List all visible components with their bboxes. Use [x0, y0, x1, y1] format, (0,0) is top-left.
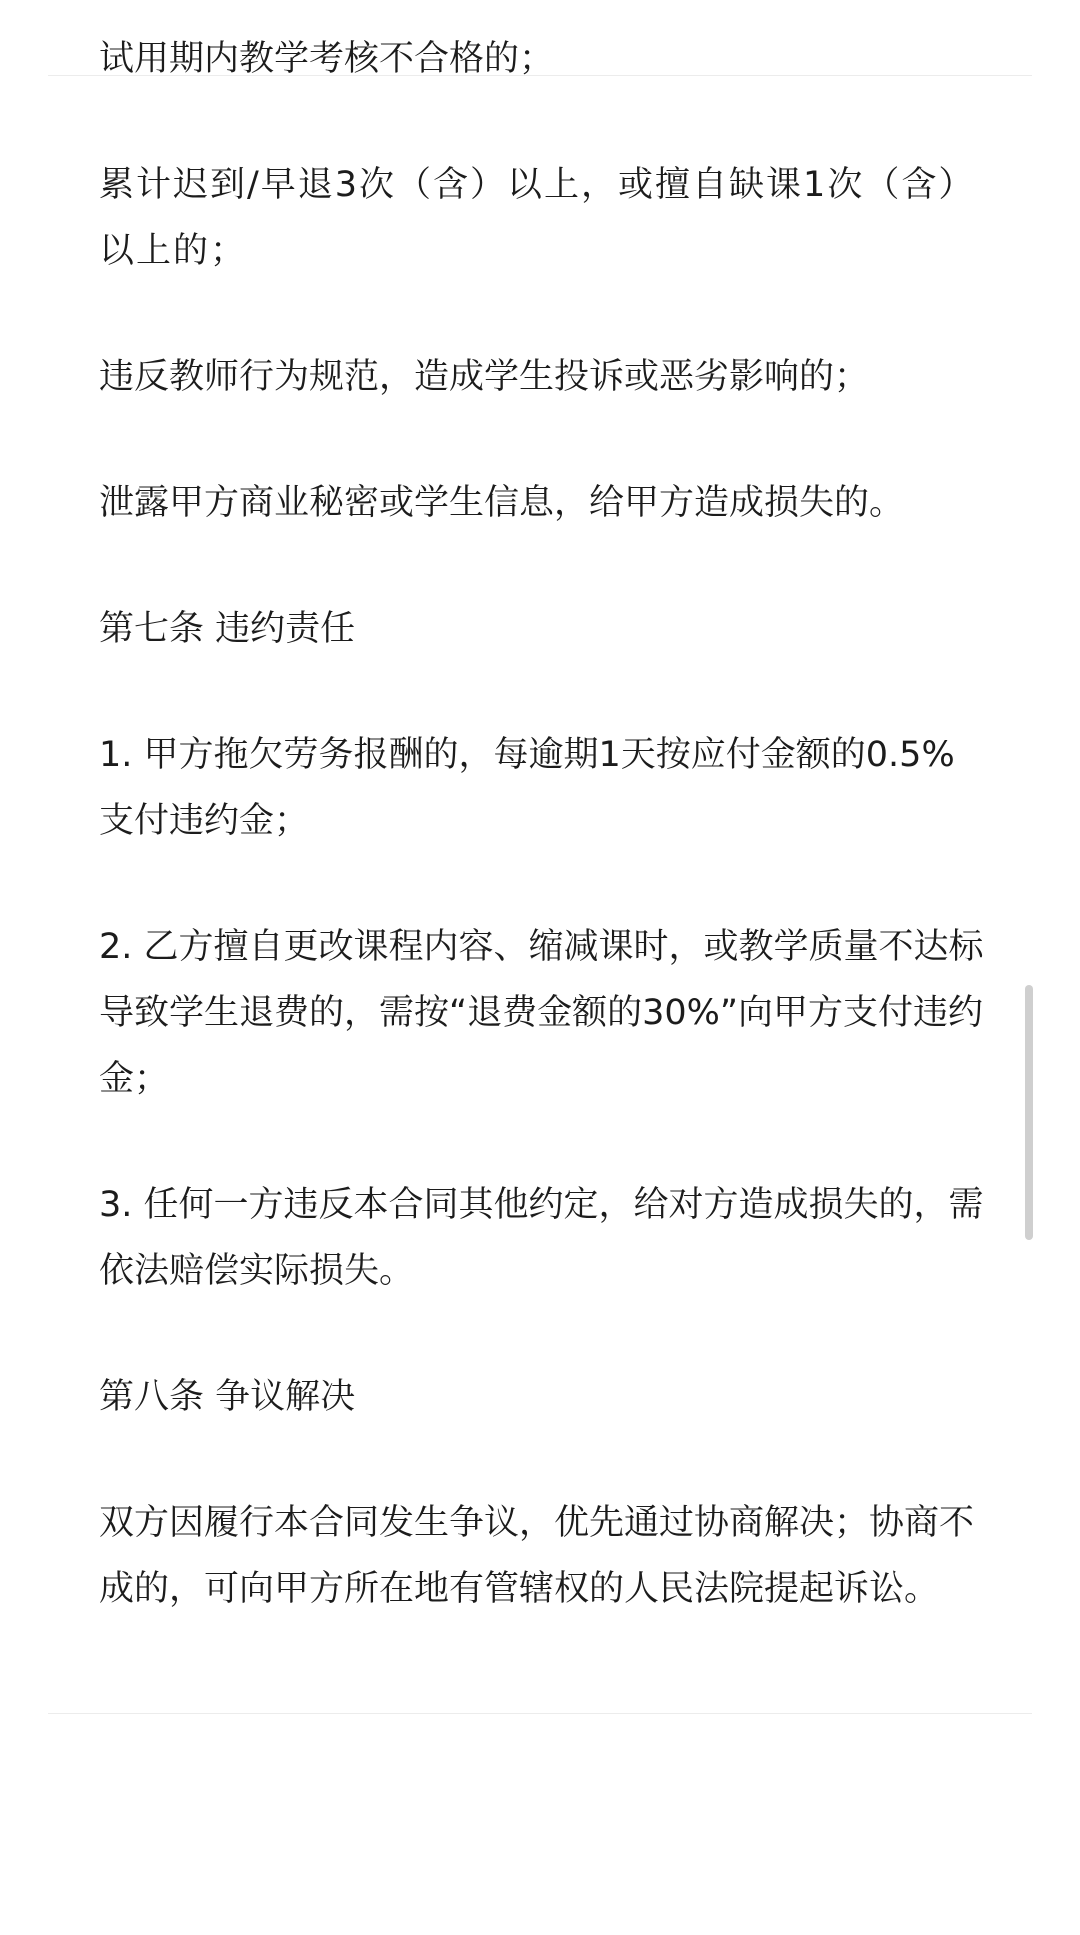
clause-paragraph: 2. 乙方擅自更改课程内容、缩减课时，或教学质量不达标导致学生退费的，需按“退费金额的30%”向甲方支付违约金；	[99, 927, 984, 1099]
scrollbar-thumb[interactable]	[1025, 985, 1033, 1240]
bottom-divider	[48, 1713, 1032, 1714]
clause-paragraph: 违反教师行为规范，造成学生投诉或恶劣影响的；	[99, 357, 870, 397]
clause-paragraph: 累计迟到/早退3次（含）以上，或擅自缺课1次（含）以上的；	[99, 165, 976, 271]
clause-paragraph: 1. 甲方拖欠劳务报酬的，每逾期1天按应付金额的0.5%支付违约金；	[99, 735, 955, 841]
clause-paragraph: 3. 任何一方违反本合同其他约定，给对方造成损失的，需依法赔偿实际损失。	[99, 1185, 984, 1291]
section-heading: 第八条 争议解决	[99, 1377, 356, 1417]
clause-paragraph: 泄露甲方商业秘密或学生信息，给甲方造成损失的。	[99, 483, 905, 523]
document-scroll-area[interactable]	[0, 39, 1080, 1713]
clause-paragraph: 试用期内教学考核不合格的；	[99, 39, 555, 79]
clause-paragraph: 双方因履行本合同发生争议，优先通过协商解决；协商不成的，可向甲方所在地有管辖权的人民法院提起诉讼。	[99, 1503, 975, 1609]
section-heading: 第七条 违约责任	[99, 609, 356, 649]
document-body	[99, 26, 989, 1682]
